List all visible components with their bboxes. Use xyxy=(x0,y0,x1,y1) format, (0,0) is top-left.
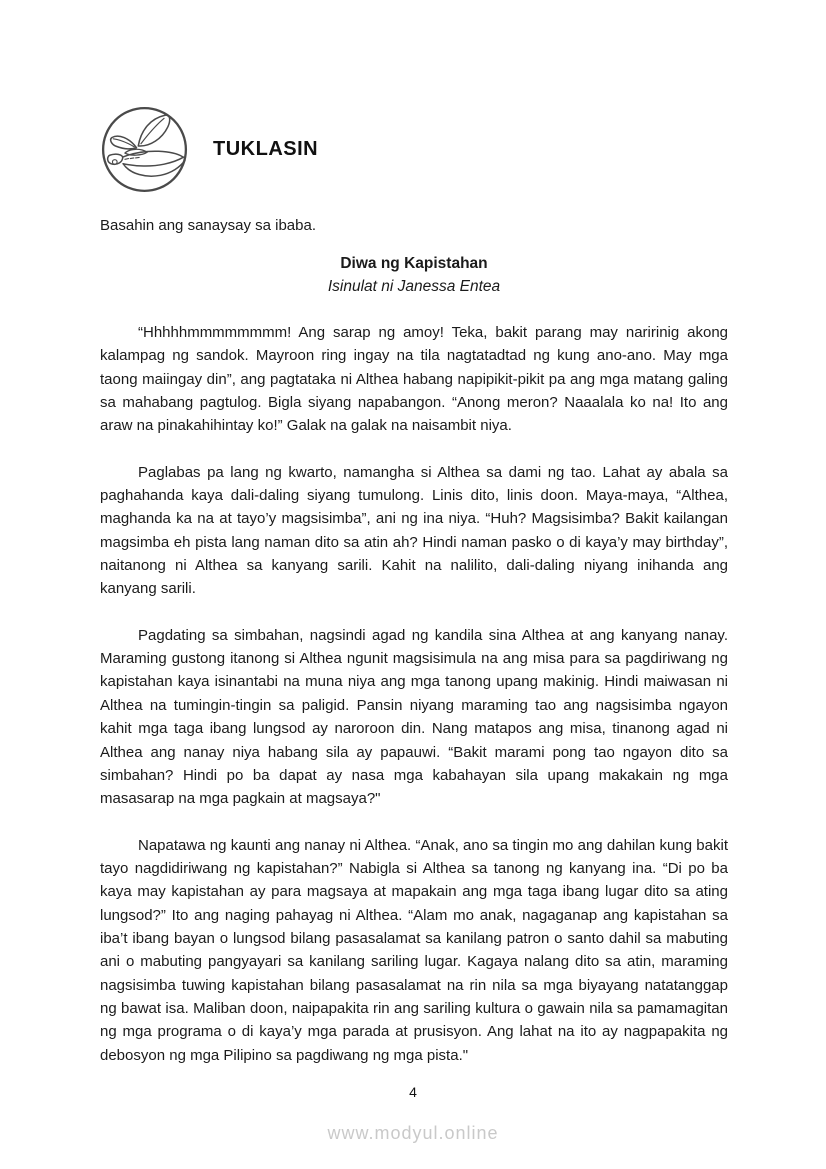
section-title: TUKLASIN xyxy=(213,138,319,160)
hand-holding-plant-icon xyxy=(100,105,189,194)
essay-paragraph-2: Paglabas pa lang ng kwarto, namangha si Althea sa dami ng tao. Lahat ay abala sa paghahanda kaya dali-daling siyang tumulong. Linis dito, linis doon. Maya-maya, “Althea, maghanda ka na at tayo’y magsisimba”, ani ng ina niya. “Huh? Magsisimba? Bakit kailangan magsimba eh pista lang naman dito sa atin ah? Hindi naman pasko o di kaya’y may birthday”, naitanong ni Althea sa kanyang sarili. Kahit na nalilito, dali-daling niyang inihanda ang kanyang sarili. xyxy=(100,463,728,598)
essay-title: Diwa ng Kapistahan xyxy=(340,255,488,272)
essay-paragraph-1: “Hhhhhmmmmmmmm! Ang sarap ng amoy! Teka, bakit parang may naririnig akong kalampag ng sandok. Mayroon ring ingay na tila nagtatadtad ng kung ano-ano. May mga taong maiingay din”, ang pagtataka ni Althea habang napipikit-pikit pa ang mga matang galing sa mahabang pagtulog. Bigla siyang napabangon. “Anong meron? Naaalala ko na! Ito ang araw na pinakahihintay ko!” Galak na galak na naisambit niya. xyxy=(100,324,728,435)
essay-byline: Isinulat ni Janessa Entea xyxy=(327,278,501,295)
section-header xyxy=(100,105,728,194)
essay-title-block xyxy=(100,255,728,296)
essay-paragraph-3: Pagdating sa simbahan, nagsindi agad ng kandila sina Althea at ang kanyang nanay. Maraming gustong itanong si Althea ngunit magsisimula na ang misa para sa pagdiriwang ng kapistahan kaya isinantabi na muna niya ang mga tanong upang makinig. Hindi maiwasan ni Althea na tumingin-tingin sa paligid. Pansin niyang maraming tao ang nagsisimba ngayon kahit mga taga ibang lungsod ay naroroon din. Nang matapos ang misa, tinanong agad ni Althea ang nanay niya habang sila ay papauwi. “Bakit marami pong tao ngayon dito sa simbahan? Hindi po ba dapat ay nasa mga kabahayan sila upang makakain ng mga masasarap na mga pagkain at magsaya?" xyxy=(100,626,728,808)
watermark-text: www.modyul.online xyxy=(327,1123,499,1143)
page-number: 4 xyxy=(409,1084,417,1100)
essay-paragraph-4: Napatawa ng kaunti ang nanay ni Althea. “Anak, ano sa tingin mo ang dahilan kung bakit tayo nagdidiriwang ng kapistahan?” Nabigla si Althea sa tanong ng kanyang ina. “Di po ba kaya may kapistahan ay para magsaya at mapakain ang mga taga ibang lugar dito sa ating lungsod?” Ito ang naging pahayag ni Althea. “Alam mo anak, nagaganap ang kapistahan sa iba’t ibang bayan o lungsod bilang pasasalamat sa kanilang patron o santo dahil sa mabuting ani o mabuting pangyayari sa kanilang sariling lugar. Kagaya nalang dito sa atin, maraming nagsisimba tuwing kapistahan bilang pasasalamat na rin nila sa mga biyayang natatanggap ng bawat isa. Maliban doon, naipapakita rin ang sariling kultura o gawain nila sa pamamagitan ng mga programa o di kaya’y mga parada at prusisyon. Ang lahat na ito ay nagpapakita ng debosyon ng mga Pilipino sa pagdiwang ng mga pista." xyxy=(100,836,728,1064)
essay-body xyxy=(100,321,728,1067)
instruction-text: Basahin ang sanaysay sa ibaba. xyxy=(100,217,316,234)
